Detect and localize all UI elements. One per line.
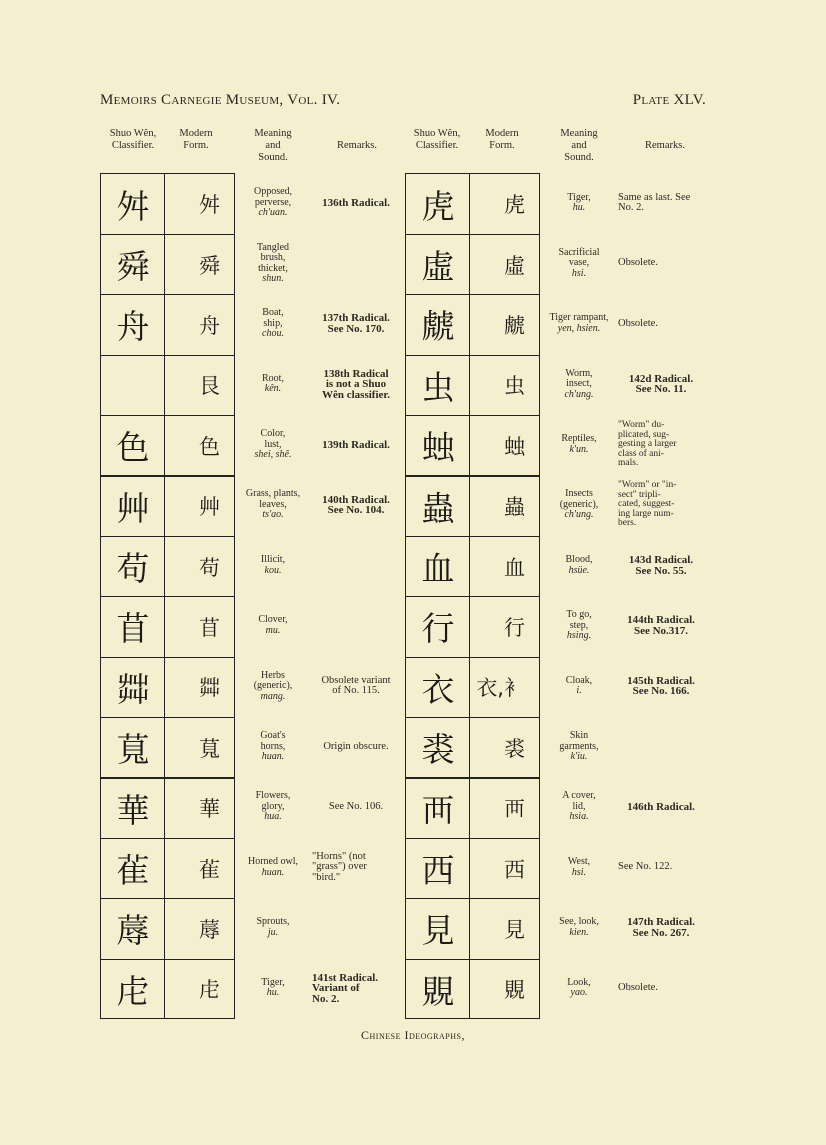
sound-text: kien. [569, 926, 589, 938]
col-header-modern-left: Modern Form. [179, 128, 213, 151]
modern-character: 虎 [504, 193, 525, 218]
sound-text: hu. [572, 202, 586, 214]
meaning-text: Opposed, perverse, [253, 186, 293, 208]
sound-text: hsi. [571, 866, 587, 878]
modern-character: 虛 [504, 253, 525, 278]
modern-character: 茻 [199, 676, 220, 701]
remarks-cell [312, 898, 400, 958]
meaning-cell [545, 898, 613, 958]
seal-character: 裘 [421, 730, 455, 770]
remarks-text: 144th Radical. See No.317. [627, 614, 695, 637]
modern-character: 䖵 [504, 434, 525, 459]
sound-text: hsia. [569, 811, 589, 823]
seal-character: 䖵 [421, 428, 455, 468]
meaning-cell [545, 354, 613, 414]
remarks-cell [618, 837, 704, 897]
meaning-text: Tiger rampant, [549, 312, 609, 324]
meaning-cell [240, 173, 306, 233]
modern-character: 血 [504, 555, 525, 580]
col-header-remarks-right: Remarks. [645, 140, 685, 151]
sound-text: kou. [264, 564, 282, 576]
seal-character: 虎 [421, 186, 455, 226]
seal-character: 苜 [116, 609, 150, 649]
seal-character: 虛 [421, 247, 455, 287]
remarks-cell [312, 233, 400, 293]
sound-text: ju. [267, 926, 279, 938]
modern-character: 裘 [504, 736, 525, 761]
remarks-text: Origin obscure. [323, 740, 389, 752]
remarks-cell [618, 596, 704, 656]
remarks-cell [618, 415, 704, 475]
sound-text: mu. [265, 624, 281, 636]
sound-text: hu. [266, 987, 280, 999]
remarks-text: 139th Radical. [322, 438, 390, 451]
seal-character: 見 [421, 911, 455, 951]
col-header-seal-right: Shuo Wên, Classifier. [413, 128, 461, 151]
seal-character: 虍 [116, 971, 150, 1011]
remarks-cell [312, 837, 400, 897]
meaning-text: To go, step, [566, 609, 592, 631]
remarks-cell [618, 294, 704, 354]
remarks-cell [618, 777, 704, 837]
meaning-text: Worm, insect, [565, 367, 593, 390]
meaning-text: Flowers, glory, [255, 790, 291, 812]
remarks-text: Obsolete. [618, 257, 658, 269]
meaning-cell [240, 777, 306, 837]
meaning-cell [240, 475, 306, 535]
meaning-cell [240, 717, 306, 777]
remarks-text: Obsolete. [618, 982, 658, 994]
col-header-modern-right: Modern Form. [485, 128, 519, 151]
meaning-text: Reptiles, [561, 433, 597, 445]
sound-text: yen, hsien. [557, 322, 601, 334]
remarks-text: 141st Radical. Variant of No. 2. [312, 971, 378, 1005]
sound-text: yao. [570, 987, 588, 999]
seal-character: 衣 [421, 669, 455, 709]
modern-character: 苜 [199, 615, 220, 640]
meaning-text: Clover, [258, 614, 288, 626]
meaning-text: Horned owl, [248, 856, 298, 868]
sound-text: hsi. [571, 267, 587, 279]
seal-character: 艸 [116, 488, 150, 528]
meaning-text: A cover, lid, [562, 790, 596, 812]
meaning-text: Color, lust, [260, 428, 286, 450]
modern-character: 艮 [199, 374, 220, 399]
remarks-cell [312, 475, 400, 535]
remarks-text: "Worm" or "in- sect" tripli- cated, suggest- ing large num- bers. [618, 480, 677, 529]
remarks-text: 147th Radical. See No. 267. [627, 916, 695, 939]
modern-character: 萈 [199, 736, 220, 761]
plate-number: Plate XLV. [632, 92, 706, 108]
remarks-text: 143d Radical. See No. 55. [628, 554, 694, 577]
meaning-text: Blood, [565, 554, 593, 566]
col-header-seal-left: Shuo Wên, Classifier. [109, 128, 157, 151]
remarks-cell [312, 415, 400, 475]
modern-character: 西 [504, 857, 525, 882]
meaning-cell [240, 837, 306, 897]
seal-table-left [100, 173, 235, 1019]
meaning-cell [545, 958, 613, 1018]
meaning-text: Insects (generic), [559, 488, 599, 510]
remarks-text: 138th Radical is not a Shuo Wên classifier. [321, 367, 391, 401]
remarks-cell [312, 596, 400, 656]
remarks-cell [312, 294, 400, 354]
seal-character: 虤 [421, 307, 455, 347]
modern-character: 襾 [504, 797, 525, 822]
sound-text: hsüe. [568, 564, 590, 576]
meaning-cell [240, 294, 306, 354]
meaning-text: Look, [567, 976, 591, 988]
modern-character: 衣,衤 [476, 676, 525, 701]
remarks-cell [312, 354, 400, 414]
modern-character: 行 [504, 615, 525, 640]
meaning-cell [240, 415, 306, 475]
meaning-cell [240, 596, 306, 656]
meaning-cell [545, 294, 613, 354]
sound-text: k'un. [569, 443, 589, 455]
remarks-cell [618, 173, 704, 233]
meaning-text: Root, [262, 372, 284, 384]
meaning-cell [240, 354, 306, 414]
meaning-text: Tangled brush, thicket, [256, 241, 290, 274]
seal-character: 苟 [116, 549, 150, 589]
meaning-cell [545, 173, 613, 233]
sound-text: i. [576, 685, 582, 697]
modern-character: 華 [199, 797, 220, 822]
remarks-text: See No. 122. [618, 861, 673, 873]
remarks-text: 140th Radical. See No. 104. [322, 493, 390, 517]
remarks-text: Obsolete variant of No. 115. [321, 674, 391, 697]
meaning-cell [240, 233, 306, 293]
remarks-cell [618, 656, 704, 716]
modern-character: 舛 [199, 193, 220, 218]
sound-text: hsing. [566, 630, 592, 642]
remarks-cell [312, 958, 400, 1018]
remarks-text: Same as last. See No. 2. [618, 191, 691, 214]
modern-character: 覞 [504, 978, 525, 1003]
sound-text: ts'ao. [262, 509, 284, 521]
modern-character: 虤 [504, 313, 525, 338]
seal-character: 舜 [116, 247, 150, 287]
remarks-cell [312, 717, 400, 777]
modern-character: 艸 [199, 495, 220, 520]
remarks-text: 142d Radical. See No. 11. [628, 372, 694, 396]
seal-character: 雈 [116, 851, 150, 891]
seal-character: 舟 [116, 307, 150, 347]
modern-character: 見 [504, 917, 525, 942]
sound-text: huan. [261, 751, 285, 763]
meaning-text: West, [567, 856, 591, 868]
meaning-text: Skin garments, [559, 730, 599, 752]
remarks-text: 136th Radical. [322, 196, 390, 209]
sound-text: shei, shê. [254, 449, 292, 461]
meaning-text: Grass, plants, leaves, [245, 488, 301, 510]
seal-character: 西 [421, 851, 455, 891]
remarks-text: Obsolete. [618, 317, 658, 329]
sound-text: shun. [262, 273, 284, 285]
modern-character: 舜 [199, 253, 220, 278]
remarks-cell [312, 535, 400, 595]
meaning-text: Sacrificial vase, [558, 246, 600, 269]
meaning-text: Sprouts, [256, 916, 290, 928]
meaning-cell [545, 233, 613, 293]
seal-character: 襾 [421, 790, 455, 830]
sound-text: ch'uan. [258, 207, 288, 219]
meaning-text: See, look, [559, 916, 599, 928]
modern-character: 舟 [199, 313, 220, 338]
sound-text: ch'ung. [564, 388, 594, 400]
sound-text: huan. [261, 866, 285, 878]
modern-character: 虍 [199, 978, 220, 1003]
meaning-cell [545, 415, 613, 475]
modern-character: 雈 [199, 857, 220, 882]
plate-caption: Chinese Ideographs, [361, 1028, 465, 1042]
remarks-text: 145th Radical. See No. 166. [627, 674, 695, 698]
remarks-text: "Horns" (not "grass") over "bird." [312, 850, 367, 883]
seal-character: 色 [116, 428, 150, 468]
remarks-cell [312, 777, 400, 837]
remarks-text: 137th Radical. See No. 170. [322, 312, 390, 335]
seal-character: 蓐 [116, 911, 150, 951]
meaning-cell [545, 837, 613, 897]
seal-character: 覞 [421, 971, 455, 1011]
remarks-cell [312, 656, 400, 716]
meaning-cell [545, 717, 613, 777]
remarks-cell [618, 958, 704, 1018]
meaning-text: Tiger, [261, 976, 285, 988]
meaning-cell [545, 777, 613, 837]
col-header-meaning-left: Meaning and Sound. [254, 128, 292, 163]
remarks-text: "Worm" du- plicated, sug- gesting a larger class of ani- mals. [618, 420, 677, 469]
meaning-text: Herbs (generic), [253, 669, 293, 692]
remarks-cell [618, 898, 704, 958]
meaning-cell [240, 958, 306, 1018]
meaning-text: Tiger, [567, 191, 591, 203]
sound-text: kên. [264, 383, 282, 395]
meaning-text: Boat, ship, [262, 307, 284, 329]
col-header-remarks-left: Remarks. [337, 140, 377, 151]
meaning-cell [545, 535, 613, 595]
seal-character: 虫 [421, 367, 455, 407]
meaning-cell [240, 535, 306, 595]
remarks-cell [312, 173, 400, 233]
remarks-text: See No. 106. [328, 800, 384, 812]
modern-character: 色 [199, 434, 220, 459]
modern-character: 虫 [504, 374, 525, 399]
sound-text: ch'ung. [564, 509, 594, 521]
seal-character: 萈 [116, 730, 150, 770]
meaning-cell [545, 656, 613, 716]
sound-text: k'iu. [570, 751, 588, 763]
remarks-cell [618, 717, 704, 777]
meaning-text: Cloak, [565, 674, 593, 686]
seal-character: 舛 [116, 186, 150, 226]
meaning-cell [240, 898, 306, 958]
sound-text: hua. [264, 811, 282, 823]
sound-text: chou. [262, 328, 284, 340]
modern-character: 苟 [199, 555, 220, 580]
remarks-cell [618, 475, 704, 535]
seal-character: 血 [421, 549, 455, 589]
seal-character: 華 [116, 790, 150, 830]
seal-table-right [405, 173, 540, 1019]
col-header-meaning-right: Meaning and Sound. [560, 128, 598, 163]
remarks-cell [618, 535, 704, 595]
modern-character: 蟲 [504, 495, 525, 520]
meaning-cell [545, 475, 613, 535]
remarks-cell [618, 354, 704, 414]
remarks-text: 146th Radical. [627, 800, 695, 813]
modern-character: 蓐 [199, 917, 220, 942]
meaning-cell [545, 596, 613, 656]
sound-text: mang. [260, 690, 286, 702]
remarks-cell [618, 233, 704, 293]
seal-character: 蟲 [421, 488, 455, 528]
seal-character: 茻 [116, 669, 150, 709]
meaning-text: Goat's horns, [260, 730, 286, 752]
seal-character: 行 [421, 609, 455, 649]
meaning-text: Illicit, [260, 554, 286, 566]
seal-character [101, 355, 165, 415]
running-header: Memoirs Carnegie Museum, Vol. IV. [100, 92, 341, 108]
meaning-cell [240, 656, 306, 716]
